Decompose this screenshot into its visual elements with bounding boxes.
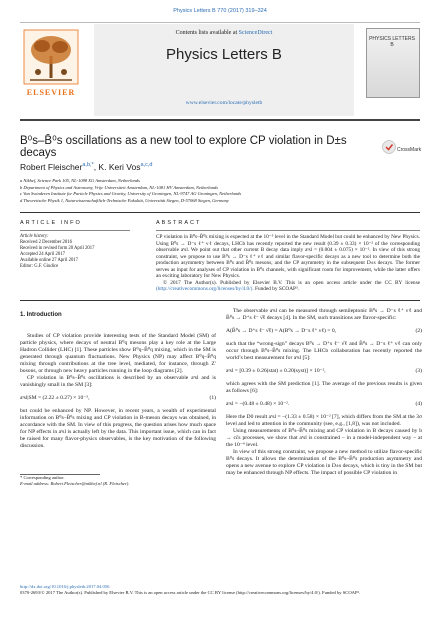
equation-body: aˢsl = [0.39 ± 0.26(stat) ± 0.20(syst)] × 10⁻², xyxy=(226,368,326,374)
equation-number: (4) xyxy=(415,401,422,407)
footer-license: 0370-2693/© 2017 The Author(s). Published by Elsevier B.V. This is an open access article under the CC BY license (http://creativecommons.org/licenses/by/4.0/). Funded by SCOAP³. xyxy=(20,590,361,595)
paragraph: but could be enhanced by NP. However, in recent years, a wealth of experimental information on B⁰s–B̄⁰s mixing and CP violation in B-meson decays was obtained, in accordance with the SM. In view of this progress, the question arises how much space for NP effects in aˢsl is actually left by the data. This important issue, which can in fact be raised for many flavor-physics observables, is the key motivation of the following discussion. xyxy=(20,408,216,449)
author-name[interactable]: Robert Fleischer xyxy=(20,162,83,172)
contents-line xyxy=(94,30,354,36)
journal-homepage xyxy=(94,100,354,106)
license-link[interactable]: (http://creativecommons.org/licenses/by/4.0/). xyxy=(156,286,254,292)
equation-body: aˢsl|SM = (2.22 ± 0.27) × 10⁻⁵, xyxy=(20,395,90,401)
paragraph: In view of this strong constraint, we propose a new method to utilize flavor-specific B⁰s decays. It allows the determination of the B⁰s–B̄⁰s production asymmetry and opens a new avenue to explore CP violation in D±s decays, which is tiny in the SM but may be enhanced through NP effects. The impact of possible CP violation in xyxy=(226,449,422,476)
history-item: Accepted 24 April 2017 xyxy=(20,252,65,257)
author-name[interactable]: K. Keri Vos xyxy=(98,162,141,172)
article-info-heading: ARTICLE INFO xyxy=(20,220,82,226)
abstract-text: CP violation in B⁰s–B̄⁰s mixing is expected at the 10⁻⁵ level in the Standard Model but could be enhanced by New Physics. Using B⁰s → D⁻s ℓ⁺ νℓ decays, LHCb has recently reported the new result (0.39 ± 0.33) × 10⁻² of the corresponding observable aˢsl. We point out that other current B decay data imply aˢsl = (0.004 ± 0.075) × 10⁻². In view of this strong constraint, we propose to use B⁰s → D⁻s ℓ⁺ νℓ and similar flavor-specific decays as a new tool to determine both the production asymmetry between B⁰s and B̄⁰s mesons, and the CP asymmetry in the subsequent D±s decays. The former serves as input for analyses of CP violation in B⁰s channels, with significant room for improvement, while the latter offers an exciting laboratory for New Physics. xyxy=(156,234,420,279)
footnote-email[interactable]: E-mail address: Robert.Fleischer@nikhef.nl (R. Fleischer). xyxy=(20,481,130,486)
equation xyxy=(226,328,422,335)
affiliation: b Department of Physics and Astronomy, Vrije Universiteit Amsterdam, NL-1081 HV Amsterdam, Netherlands xyxy=(20,184,218,190)
license-prefix: © 2017 The Author(s). Published by Elsevier B.V. This is an open access article under the CC BY license xyxy=(163,279,420,286)
section-divider xyxy=(20,212,420,213)
license-suffix: Funded by SCOAP³. xyxy=(253,286,299,292)
cover-title: PHYSICS LETTERS B xyxy=(369,36,415,48)
paragraph: which agrees with the SM prediction [1]. The average of the previous results is given as follows [6]: xyxy=(226,381,422,394)
body-left-column xyxy=(20,312,216,487)
section-title: 1. Introduction xyxy=(20,312,62,318)
equation-body: A(B̄⁰s → D⁺s ℓ⁻ ν̄ℓ) = A(B⁰s → D⁻s ℓ⁺ νℓ) = 0, xyxy=(226,328,337,334)
journal-reference[interactable]: Physics Letters B 770 (2017) 319–324 xyxy=(173,8,267,14)
equation-number: (1) xyxy=(209,395,216,401)
author-affiliation-marks[interactable]: a,b,* xyxy=(82,162,94,169)
abstract-heading: ABSTRACT xyxy=(156,220,202,226)
divider xyxy=(20,230,130,231)
paragraph: The observable aˢsl can be measured through semileptonic B⁰s → D⁻s ℓ⁺ νℓ and B̄⁰s → D⁺s ℓ⁻ ν̄ℓ decays [4]. In the SM, such transitions are flavor-specific: xyxy=(226,308,422,321)
paragraph: such that the “wrong-sign” decays B⁰s → D⁺s ℓ⁻ ν̄ℓ and B̄⁰s → D⁻s ℓ⁺ νℓ can only occur through B⁰s–B̄⁰s mixing. The LHCb collaboration has recently reported the world’s best measurement for aˢsl [5]: xyxy=(226,341,422,361)
history-label: Article history: xyxy=(20,234,49,239)
history-item: Received in revised form 20 April 2017 xyxy=(20,246,95,251)
crossmark-icon[interactable] xyxy=(382,140,396,154)
body-right-column xyxy=(226,308,422,477)
equation-number: (3) xyxy=(415,368,422,374)
footnote: * Corresponding author. xyxy=(20,475,65,480)
author-affiliation-marks[interactable]: a,c,d xyxy=(140,162,153,169)
paragraph: Using measurements of B⁰s–B̄⁰s mixing and CP violation in B decays caused by b → cc̄s processes, we show that aˢsl is constrained – in a model-independent way – at the 10⁻⁴ level. xyxy=(226,428,422,448)
equation xyxy=(226,368,422,375)
affiliation: c Van Swinderen Institute for Particle Physics and Gravity, University of Groningen, NL-9747 AG Groningen, Netherlands xyxy=(20,191,242,197)
journal-title: Physics Letters B xyxy=(166,46,282,63)
equation-number: (2) xyxy=(415,328,422,334)
contents-prefix: Contents lists available at xyxy=(175,30,239,36)
article-title: B⁰s–B̄⁰s oscillations as a new tool to explore CP violation in D±s decays xyxy=(20,135,347,159)
history-item: Available online 27 April 2017 xyxy=(20,258,78,263)
paragraph: Studies of CP violation provide interesting tests of the Standard Model (SM) of particle physics, where decays of neutral B⁰q mesons play a key role at the Large Hadron Collider (LHC) [1]. These particles show B⁰q–B̄⁰q mixing, which in the SM is generated through quantum fluctuations. New Physics (NP) may affect B⁰q–B̄⁰q mixing through contributions at the tree level, mediated, for instance, through Z′ bosons, or through new heavy particles running in the loop diagrams [2]. xyxy=(20,333,216,374)
divider xyxy=(156,230,420,231)
abstract-license xyxy=(156,280,420,293)
journal-homepage-link[interactable]: www.elsevier.com/locate/physletb xyxy=(185,100,263,106)
abstract-column xyxy=(156,220,420,293)
publisher-name: ELSEVIER xyxy=(26,88,76,97)
author-list: Robert Fleischer$^{a,b,*}$, K. Keri Vos$^{a,c,d}$ xyxy=(20,162,153,172)
section-divider xyxy=(20,300,420,301)
elsevier-tree-logo xyxy=(20,26,82,88)
paragraph: CP violation in B⁰s–B̄⁰s oscillations is described by an observable aˢsl and is vanishingly small in the SM [3]: xyxy=(20,375,216,388)
equation xyxy=(20,395,216,402)
crossmark-label[interactable]: CrossMark xyxy=(397,147,422,153)
affiliation: d Theoretische Physik 1, Naturwissenschaftlich-Technische Fakultät, Universität Siegen, D-57068 Siegen, Germany xyxy=(20,197,229,203)
paragraph: Here the D0 result aˢsl = −(1.33 ± 0.58) × 10⁻² [7], which differs from the SM at the 3σ level and led to attention in the community (see, e.g., [1,8]), was not included. xyxy=(226,414,422,427)
equation-body: aˢsl = −(0.48 ± 0.48) × 10⁻². xyxy=(226,401,290,407)
sciencedirect-link[interactable]: ScienceDirect xyxy=(238,30,273,36)
article-info-column xyxy=(20,220,130,270)
affiliation: a Nikhef, Science Park 105, NL-1098 XG Amsterdam, Netherlands xyxy=(20,178,140,183)
editor-line: Editor: G.F. Giudice xyxy=(20,264,59,269)
history-item: Received 2 December 2016 xyxy=(20,240,72,245)
affiliation-list xyxy=(20,178,420,204)
footer xyxy=(20,584,420,596)
equation xyxy=(226,401,422,408)
doi-link[interactable]: http://dx.doi.org/10.1016/j.physletb.2017.04.056 xyxy=(20,584,110,589)
